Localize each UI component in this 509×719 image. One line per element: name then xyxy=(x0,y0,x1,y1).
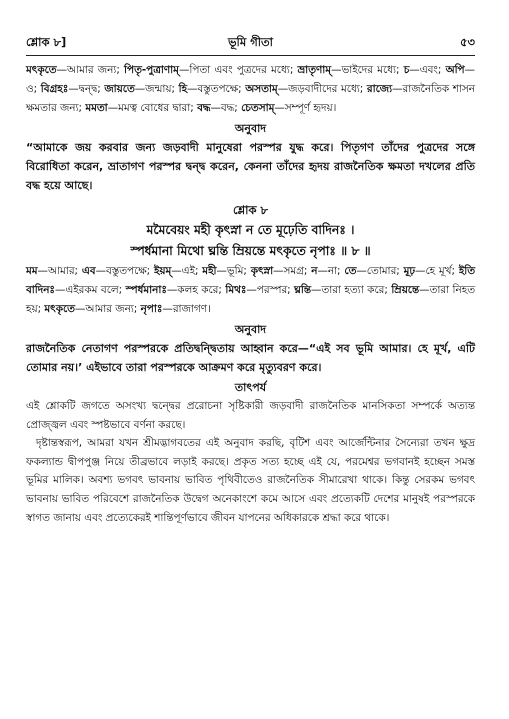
word-meaning: দ্বন্দ্ব; xyxy=(78,83,105,95)
word-meaning: তারা হত্যা করে; xyxy=(321,284,392,296)
sanskrit-word: ইতি বাদিনঃ xyxy=(26,265,476,296)
translation-paragraph-1: “আমাকে জয় করবার জন্য জড়বাদী মানুষেরা পরস্পর যুদ্ধ করে। পিতৃগণ তাঁদের পুত্রদের সঙ্গে বিরোধিতা করেন, ভ্রাতাগণ পরস্পর দ্বন্দ্ব করেন, কেননা তাঁদের হৃদয় রাজনৈতিক ক্ষমতা দখলের প্রতি বদ্ধ হয়ে আছে। xyxy=(26,141,475,192)
header-chapter-title: ভূমি গীতা xyxy=(227,35,274,49)
synonyms-paragraph-2: মম—আমার; এব—বস্তুতপক্ষে; ইয়ম্—এই; মহী—ভূমি; কৃৎস্না—সমগ্র; ন—না; তে—তোমার; মূঢ়—হে মূর্খ; ইতি বাদিনঃ—এইরকম বলে; স্পর্ধমানাঃ—কলহ করে; মিথঃ—পরস্পর; ঘ্নন্তি—তারা হত্যা করে; ম্রিয়ন্তে—তারা নিহত হয়; মৎকৃতে—আমার জন্য; নৃপাঃ—রাজাগণ। xyxy=(26,265,476,315)
word-meaning: ও; xyxy=(26,83,41,95)
translation-paragraph-2: রাজনৈতিক নেতাগণ পরস্পরকে প্রতিদ্বন্দ্বিতায় আহ্বান করে—“এই সব ভূমি আমার। হে মূর্খ, এটি তোমার নয়।’ এইভাবে তারা পরস্পরকে আক্রমণ করে মৃত্যুবরণ করে। xyxy=(26,342,475,374)
word-meaning: আমার; xyxy=(47,265,82,277)
word-meaning: হে মূর্খ; xyxy=(425,265,459,277)
verse-line-1: মমৈবেয়ং মহী কৃৎস্না ন তে মূঢ়েতি বাদিনঃ । xyxy=(146,223,355,237)
word-meaning: ভূমি; xyxy=(226,265,251,277)
sanskrit-word: অসতাম্ xyxy=(245,83,278,95)
word-meaning: সম্পূর্ণ হৃদয়। xyxy=(284,102,337,114)
sanskrit-word: মম xyxy=(26,265,38,277)
header-verse-ref: শ্লোক ৮] xyxy=(26,35,67,49)
sanskrit-word: রাজ্যে xyxy=(366,83,393,95)
sanskrit-word: স্পর্ধমানাঃ xyxy=(125,284,167,296)
sanskrit-word: কৃৎস্না xyxy=(250,265,274,277)
word-meaning: আমার জন্য; xyxy=(85,303,141,315)
word-meaning: তোমার; xyxy=(366,265,404,277)
word-meaning: এই; xyxy=(181,265,203,277)
purport-paragraph-1: এই শ্লোকটি জগতে অসংখ্য দ্বন্দ্বের প্ররোচনা সৃষ্টিকারী জড়বাদী রাজনৈতিক মানসিকতা সম্পর্কে অত্যন্ত প্রোজ্জ্বল এবং স্পষ্টভাবে বর্ণনা করছে। xyxy=(26,400,475,431)
word-meaning: কলহ করে; xyxy=(177,284,226,296)
word-meaning: ভাইদের মধ্যে; xyxy=(341,64,404,76)
purport-heading: তাৎপর্য xyxy=(234,381,267,394)
page-body xyxy=(26,61,475,527)
sanskrit-word: মহী xyxy=(202,265,217,277)
sanskrit-word: মৎকৃতে xyxy=(44,303,75,315)
sanskrit-word: বিগ্রহঃ xyxy=(40,83,69,95)
word-meaning: এইরকম বলে; xyxy=(65,284,126,296)
verse-line-2: স্পর্ধমানা মিথো ঘ্নন্তি ম্রিয়ন্তে মৎকৃতে নৃপাঃ ॥ ৮ ॥ xyxy=(130,244,371,258)
sanskrit-word: মূঢ় xyxy=(403,265,416,277)
translation-heading-2: অনুবাদ xyxy=(234,323,267,336)
purport-paragraph-2: দৃষ্টান্তস্বরূপ, আমরা যখন শ্রীমদ্ভাগবতের এই অনুবাদ করছি, বৃটিশ এবং আর্জেন্টিনার সৈন্যেরা তখন ক্ষুদ্র ফকল্যান্ড দ্বীপপুঞ্জ নিয়ে তীব্রভাবে লড়াই করছে। প্রকৃত সত্য হচ্ছে এই যে, পরমেশ্বর ভগবানই হচ্ছেন সমস্ত ভূমির মালিক। অবশ্য ভগবৎ ভাবনায় ভাবিত পৃথিবীতেও রাজনৈতিক সীমারেখা থাকে। কিন্তু সেরকম ভগবৎ ভাবনায় ভাবিত পরিবেশে রাজনৈতিক উদ্বেগ অনেকাংশে কমে আসে এবং প্রত্যেকটি দেশের মানুষই পরস্পরকে স্বাগত জানায় এবং প্রত্যেকেরই শান্তিপূর্ণভাবে জীবন যাপনের অধিকারকে শ্রদ্ধা করে থাকে। xyxy=(26,437,475,524)
word-meaning: জড়বাদীদের মধ্যে; xyxy=(288,83,367,95)
sanskrit-word: জায়তে xyxy=(104,83,135,95)
synonyms-paragraph-1: মৎকৃতে—আমার জন্য; পিতৃ-পুত্রাণাম্—পিতা এবং পুত্রদের মধ্যে; ভ্রাতৃণাম্—ভাইদের মধ্যে; চ—এবং; অপি—ও; বিগ্রহঃ—দ্বন্দ্ব; জায়তে—জন্মায়; হি—বস্তুতপক্ষে; অসতাম্—জড়বাদীদের মধ্যে; রাজ্যে—রাজনৈতিক শাসন ক্ষমতার জন্য; মমতা—মমত্ব বোধের দ্বারা; বদ্ধ—বদ্ধ; চেতসাম্—সম্পূর্ণ হৃদয়। xyxy=(26,64,475,114)
running-header xyxy=(26,34,475,52)
sanskrit-word: হি xyxy=(178,83,188,95)
sanskrit-word: ন xyxy=(311,265,318,277)
word-meaning: তারা নিহত হয়; xyxy=(26,284,475,315)
word-meaning: আমার জন্য; xyxy=(66,64,125,76)
word-meaning: জন্মায়; xyxy=(145,83,179,95)
word-meaning: না; xyxy=(327,265,345,277)
word-meaning: এবং; xyxy=(419,64,446,76)
sanskrit-word: মিথঃ xyxy=(225,284,247,296)
word-meaning: রাজনৈতিক শাসন ক্ষমতার জন্য; xyxy=(26,83,475,114)
translation-heading-1: অনুবাদ xyxy=(234,122,267,135)
word-meaning: বস্তুতপক্ষে; xyxy=(197,83,246,95)
sanskrit-word: মৎকৃতে xyxy=(26,64,57,76)
sanskrit-word: ইয়ম্ xyxy=(153,265,172,277)
sanskrit-word: নৃপাঃ xyxy=(140,303,163,315)
sanskrit-word: মমতা xyxy=(85,102,108,114)
sanskrit-word: ভ্রাতৃণাম্ xyxy=(297,64,332,76)
sanskrit-word: ঘ্নন্তি xyxy=(294,284,312,296)
page-number: ৫৩ xyxy=(460,35,475,49)
verse-number: শ্লোক ৮ xyxy=(232,203,269,217)
word-meaning: মমত্ব বোধের দ্বারা; xyxy=(118,102,198,114)
sanskrit-word: ম্রিয়ন্তে xyxy=(391,284,420,296)
word-meaning: রাজাগণ। xyxy=(172,303,211,315)
sanskrit-word: অপি xyxy=(445,64,465,76)
word-meaning: পিতা এবং পুত্রদের মধ্যে; xyxy=(189,64,298,76)
word-meaning: সমগ্র; xyxy=(283,265,312,277)
sanskrit-word: পিতৃ-পুত্রাণাম্ xyxy=(124,64,179,76)
word-meaning: বদ্ধ; xyxy=(220,102,242,114)
sanskrit-word: চেতসাম্ xyxy=(241,102,275,114)
sanskrit-word: তে xyxy=(344,265,357,277)
sanskrit-word: বদ্ধ xyxy=(197,102,211,114)
word-meaning: বস্তুতপক্ষে; xyxy=(105,265,154,277)
sanskrit-word: এব xyxy=(81,265,96,277)
word-meaning: পরস্পর; xyxy=(256,284,295,296)
sanskrit-word: চ xyxy=(403,64,410,76)
header-rule xyxy=(26,55,475,56)
